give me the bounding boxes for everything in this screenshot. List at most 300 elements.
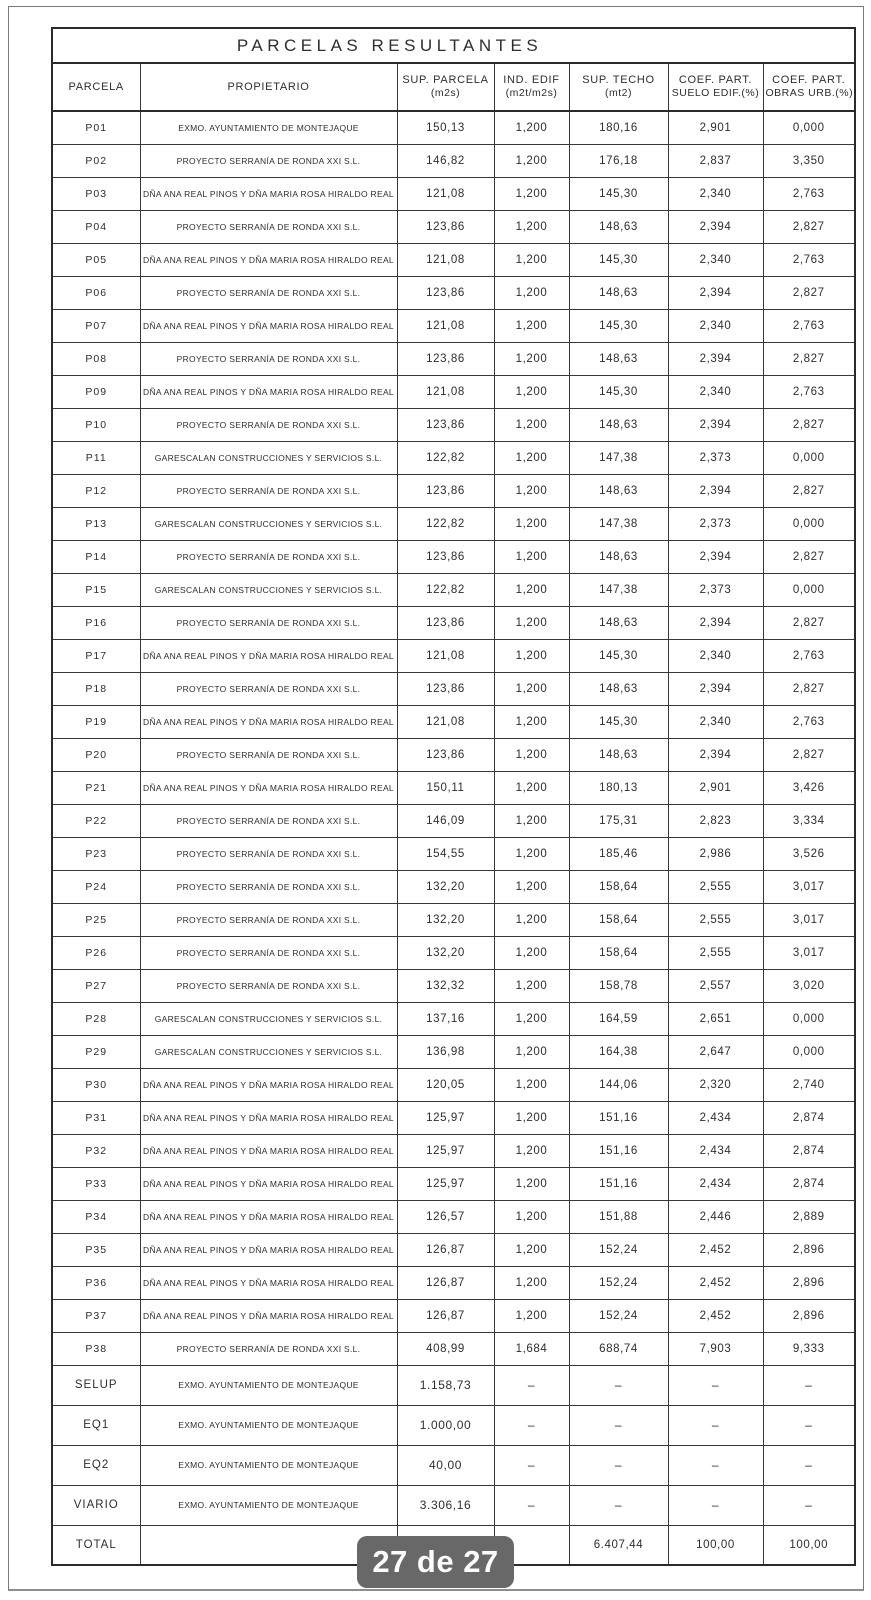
sup-techo-cell: 145,30 bbox=[569, 177, 668, 210]
sup-parcela-cell: 123,86 bbox=[397, 738, 494, 771]
coef-suelo-cell: 2,901 bbox=[668, 771, 763, 804]
sup-techo-cell: 148,63 bbox=[569, 672, 668, 705]
sup-techo-cell: 164,38 bbox=[569, 1035, 668, 1068]
sup-parcela-cell: 1.158,73 bbox=[397, 1365, 494, 1405]
ind-edif-cell: 1,200 bbox=[494, 936, 569, 969]
parcel-id-cell: P30 bbox=[52, 1068, 140, 1101]
parcel-id-cell: EQ2 bbox=[52, 1445, 140, 1485]
table-row bbox=[52, 507, 855, 540]
owner-cell: DÑA ANA REAL PINOS Y DÑA MARIA ROSA HIRALDO REAL bbox=[140, 1200, 397, 1233]
ind-edif-cell: 1,200 bbox=[494, 111, 569, 144]
coef-obras-cell: 3,426 bbox=[763, 771, 855, 804]
ind-edif-cell: 1,200 bbox=[494, 1167, 569, 1200]
coef-obras-cell: – bbox=[763, 1405, 855, 1445]
coef-suelo-cell: 2,394 bbox=[668, 342, 763, 375]
coef-suelo-cell: 7,903 bbox=[668, 1332, 763, 1365]
table-row bbox=[52, 705, 855, 738]
page-indicator-badge bbox=[357, 1536, 514, 1588]
parcel-id-cell: P11 bbox=[52, 441, 140, 474]
sup-techo-cell: 148,63 bbox=[569, 474, 668, 507]
owner-cell: DÑA ANA REAL PINOS Y DÑA MARIA ROSA HIRALDO REAL bbox=[140, 771, 397, 804]
table-row bbox=[52, 540, 855, 573]
sup-parcela-cell: 154,55 bbox=[397, 837, 494, 870]
owner-cell: DÑA ANA REAL PINOS Y DÑA MARIA ROSA HIRALDO REAL bbox=[140, 309, 397, 342]
table-row bbox=[52, 1485, 855, 1525]
sup-parcela-cell: 3.306,16 bbox=[397, 1485, 494, 1525]
sup-parcela-cell: 121,08 bbox=[397, 243, 494, 276]
ind-edif-cell: 1,200 bbox=[494, 342, 569, 375]
owner-cell: DÑA ANA REAL PINOS Y DÑA MARIA ROSA HIRALDO REAL bbox=[140, 243, 397, 276]
col-header-coef-suelo: COEF. PART. SUELO EDIF.(%) bbox=[668, 63, 763, 111]
sup-techo-cell: 688,74 bbox=[569, 1332, 668, 1365]
table-row bbox=[52, 375, 855, 408]
sup-parcela-cell: 408,99 bbox=[397, 1332, 494, 1365]
coef-obras-cell: 9,333 bbox=[763, 1332, 855, 1365]
coef-obras-cell: 3,334 bbox=[763, 804, 855, 837]
ind-edif-cell: 1,200 bbox=[494, 1134, 569, 1167]
sup-parcela-cell: 136,98 bbox=[397, 1035, 494, 1068]
owner-cell: PROYECTO SERRANÍA DE RONDA XXI S.L. bbox=[140, 342, 397, 375]
coef-suelo-cell: 2,373 bbox=[668, 441, 763, 474]
table-row bbox=[52, 1233, 855, 1266]
sup-techo-cell: 164,59 bbox=[569, 1002, 668, 1035]
sup-parcela-cell: 123,86 bbox=[397, 408, 494, 441]
sup-techo-cell: – bbox=[569, 1365, 668, 1405]
coef-obras-cell: 0,000 bbox=[763, 1035, 855, 1068]
sup-parcela-cell: 132,20 bbox=[397, 903, 494, 936]
parcel-id-cell: P29 bbox=[52, 1035, 140, 1068]
coef-obras-cell: 3,350 bbox=[763, 144, 855, 177]
owner-cell: GARESCALAN CONSTRUCCIONES Y SERVICIOS S.L. bbox=[140, 1035, 397, 1068]
coef-suelo-cell: 2,555 bbox=[668, 870, 763, 903]
coef-obras-cell: 3,017 bbox=[763, 903, 855, 936]
ind-edif-cell: 1,200 bbox=[494, 1002, 569, 1035]
coef-obras-cell: 3,526 bbox=[763, 837, 855, 870]
col-header-ind-edif: IND. EDIF (m2t/m2s) bbox=[494, 63, 569, 111]
owner-cell: DÑA ANA REAL PINOS Y DÑA MARIA ROSA HIRALDO REAL bbox=[140, 1101, 397, 1134]
col-header-coef-obras: COEF. PART. OBRAS URB.(%) bbox=[763, 63, 855, 111]
parcel-id-cell: P33 bbox=[52, 1167, 140, 1200]
table-row bbox=[52, 342, 855, 375]
ind-edif-cell: 1,200 bbox=[494, 738, 569, 771]
table-row bbox=[52, 606, 855, 639]
coef-suelo-cell: 2,373 bbox=[668, 573, 763, 606]
coef-suelo-cell: 2,394 bbox=[668, 408, 763, 441]
table-row bbox=[52, 1445, 855, 1485]
parcel-id-cell: P13 bbox=[52, 507, 140, 540]
coef-obras-cell: 2,896 bbox=[763, 1233, 855, 1266]
sup-parcela-cell: 122,82 bbox=[397, 507, 494, 540]
sup-parcela-cell: 123,86 bbox=[397, 342, 494, 375]
sup-parcela-cell: 123,86 bbox=[397, 672, 494, 705]
sup-techo-cell: 152,24 bbox=[569, 1299, 668, 1332]
sup-techo-cell: 148,63 bbox=[569, 408, 668, 441]
sup-techo-cell: – bbox=[569, 1445, 668, 1485]
table-row bbox=[52, 276, 855, 309]
parcel-id-cell: P36 bbox=[52, 1266, 140, 1299]
owner-cell: PROYECTO SERRANÍA DE RONDA XXI S.L. bbox=[140, 276, 397, 309]
parcel-id-cell: P04 bbox=[52, 210, 140, 243]
coef-obras-cell: 0,000 bbox=[763, 1002, 855, 1035]
table-row bbox=[52, 903, 855, 936]
table-row bbox=[52, 804, 855, 837]
coef-obras-cell: 100,00 bbox=[763, 1525, 855, 1565]
ind-edif-cell: 1,200 bbox=[494, 243, 569, 276]
owner-cell: DÑA ANA REAL PINOS Y DÑA MARIA ROSA HIRALDO REAL bbox=[140, 177, 397, 210]
coef-obras-cell: 2,763 bbox=[763, 309, 855, 342]
owner-cell: PROYECTO SERRANÍA DE RONDA XXI S.L. bbox=[140, 903, 397, 936]
owner-cell: EXMO. AYUNTAMIENTO DE MONTEJAQUE bbox=[140, 1485, 397, 1525]
table-row bbox=[52, 573, 855, 606]
coef-suelo-cell: 2,320 bbox=[668, 1068, 763, 1101]
sup-parcela-cell: 126,87 bbox=[397, 1299, 494, 1332]
coef-suelo-cell: 2,901 bbox=[668, 111, 763, 144]
table-row bbox=[52, 1200, 855, 1233]
coef-obras-cell: – bbox=[763, 1445, 855, 1485]
owner-cell: EXMO. AYUNTAMIENTO DE MONTEJAQUE bbox=[140, 111, 397, 144]
table-row bbox=[52, 639, 855, 672]
sup-techo-cell: 147,38 bbox=[569, 507, 668, 540]
coef-obras-cell: 2,827 bbox=[763, 342, 855, 375]
sup-techo-cell: 158,64 bbox=[569, 870, 668, 903]
table-row bbox=[52, 111, 855, 144]
coef-obras-cell: 2,827 bbox=[763, 408, 855, 441]
coef-suelo-cell: 2,446 bbox=[668, 1200, 763, 1233]
parcel-id-cell: P34 bbox=[52, 1200, 140, 1233]
parcel-id-cell: P38 bbox=[52, 1332, 140, 1365]
coef-suelo-cell: 2,394 bbox=[668, 738, 763, 771]
owner-cell: PROYECTO SERRANÍA DE RONDA XXI S.L. bbox=[140, 672, 397, 705]
coef-obras-cell: 0,000 bbox=[763, 441, 855, 474]
parcel-id-cell: P05 bbox=[52, 243, 140, 276]
table-row bbox=[52, 969, 855, 1002]
parcel-id-cell: P32 bbox=[52, 1134, 140, 1167]
coef-suelo-cell: 2,394 bbox=[668, 606, 763, 639]
owner-cell: PROYECTO SERRANÍA DE RONDA XXI S.L. bbox=[140, 837, 397, 870]
coef-suelo-cell: 2,394 bbox=[668, 540, 763, 573]
sup-parcela-cell: 121,08 bbox=[397, 639, 494, 672]
sup-parcela-cell: 125,97 bbox=[397, 1101, 494, 1134]
parcel-id-cell: P19 bbox=[52, 705, 140, 738]
col-header-propietario: PROPIETARIO bbox=[140, 63, 397, 111]
owner-cell: GARESCALAN CONSTRUCCIONES Y SERVICIOS S.L. bbox=[140, 441, 397, 474]
parcel-id-cell: P22 bbox=[52, 804, 140, 837]
parcel-id-cell: P08 bbox=[52, 342, 140, 375]
coef-suelo-cell: 2,452 bbox=[668, 1299, 763, 1332]
table-row bbox=[52, 1405, 855, 1445]
coef-obras-cell: 0,000 bbox=[763, 111, 855, 144]
owner-cell: EXMO. AYUNTAMIENTO DE MONTEJAQUE bbox=[140, 1445, 397, 1485]
parcel-id-cell: P35 bbox=[52, 1233, 140, 1266]
table-row bbox=[52, 1365, 855, 1405]
ind-edif-cell: 1,200 bbox=[494, 771, 569, 804]
coef-obras-cell: 2,763 bbox=[763, 705, 855, 738]
parcel-id-cell: P09 bbox=[52, 375, 140, 408]
sup-techo-cell: 158,78 bbox=[569, 969, 668, 1002]
ind-edif-cell: 1,200 bbox=[494, 1068, 569, 1101]
owner-cell: PROYECTO SERRANÍA DE RONDA XXI S.L. bbox=[140, 738, 397, 771]
sup-techo-cell: 176,18 bbox=[569, 144, 668, 177]
sup-parcela-cell: 126,57 bbox=[397, 1200, 494, 1233]
table-row bbox=[52, 738, 855, 771]
sup-techo-cell: – bbox=[569, 1405, 668, 1445]
owner-cell: DÑA ANA REAL PINOS Y DÑA MARIA ROSA HIRALDO REAL bbox=[140, 1167, 397, 1200]
sup-techo-cell: 185,46 bbox=[569, 837, 668, 870]
owner-cell: PROYECTO SERRANÍA DE RONDA XXI S.L. bbox=[140, 408, 397, 441]
owner-cell: PROYECTO SERRANÍA DE RONDA XXI S.L. bbox=[140, 474, 397, 507]
coef-suelo-cell: 2,837 bbox=[668, 144, 763, 177]
table-row bbox=[52, 771, 855, 804]
coef-suelo-cell: 2,340 bbox=[668, 639, 763, 672]
parcel-id-cell: P26 bbox=[52, 936, 140, 969]
owner-cell: DÑA ANA REAL PINOS Y DÑA MARIA ROSA HIRALDO REAL bbox=[140, 375, 397, 408]
ind-edif-cell: 1,200 bbox=[494, 1035, 569, 1068]
parcel-id-cell: VIARIO bbox=[52, 1485, 140, 1525]
sup-techo-cell: 145,30 bbox=[569, 639, 668, 672]
sup-parcela-cell: 1.000,00 bbox=[397, 1405, 494, 1445]
sup-techo-cell: 147,38 bbox=[569, 441, 668, 474]
page-indicator-text: 27 de 27 bbox=[372, 1544, 499, 1579]
coef-suelo-cell: 2,340 bbox=[668, 375, 763, 408]
ind-edif-cell: 1,200 bbox=[494, 969, 569, 1002]
sup-parcela-cell: 126,87 bbox=[397, 1266, 494, 1299]
coef-obras-cell: 2,763 bbox=[763, 375, 855, 408]
sup-techo-cell: 148,63 bbox=[569, 738, 668, 771]
coef-obras-cell: 2,874 bbox=[763, 1134, 855, 1167]
owner-cell: GARESCALAN CONSTRUCCIONES Y SERVICIOS S.L. bbox=[140, 573, 397, 606]
ind-edif-cell: 1,200 bbox=[494, 1299, 569, 1332]
ind-edif-cell: 1,200 bbox=[494, 672, 569, 705]
table-row bbox=[52, 474, 855, 507]
parcel-id-cell: P01 bbox=[52, 111, 140, 144]
table-row bbox=[52, 441, 855, 474]
sup-parcela-cell: 123,86 bbox=[397, 276, 494, 309]
coef-obras-cell: 2,827 bbox=[763, 210, 855, 243]
coef-suelo-cell: 2,651 bbox=[668, 1002, 763, 1035]
coef-obras-cell: 3,020 bbox=[763, 969, 855, 1002]
table-row bbox=[52, 837, 855, 870]
ind-edif-cell: – bbox=[494, 1365, 569, 1405]
coef-obras-cell: 3,017 bbox=[763, 870, 855, 903]
parcel-id-cell: P18 bbox=[52, 672, 140, 705]
ind-edif-cell: 1,200 bbox=[494, 144, 569, 177]
parcel-id-cell: EQ1 bbox=[52, 1405, 140, 1445]
coef-suelo-cell: 2,373 bbox=[668, 507, 763, 540]
sup-techo-cell: 158,64 bbox=[569, 903, 668, 936]
col-header-parcela: PARCELA bbox=[52, 63, 140, 111]
sup-techo-cell: 148,63 bbox=[569, 342, 668, 375]
table-row bbox=[52, 1167, 855, 1200]
coef-suelo-cell: 2,555 bbox=[668, 936, 763, 969]
coef-suelo-cell: 2,434 bbox=[668, 1134, 763, 1167]
ind-edif-cell: 1,200 bbox=[494, 804, 569, 837]
parcel-id-cell: P12 bbox=[52, 474, 140, 507]
coef-obras-cell: 2,827 bbox=[763, 474, 855, 507]
ind-edif-cell: – bbox=[494, 1485, 569, 1525]
table-row bbox=[52, 1299, 855, 1332]
ind-edif-cell: 1,200 bbox=[494, 1200, 569, 1233]
parcelas-resultantes-table bbox=[51, 27, 856, 1566]
parcel-id-cell: P07 bbox=[52, 309, 140, 342]
coef-suelo-cell: 2,452 bbox=[668, 1233, 763, 1266]
coef-obras-cell: 2,763 bbox=[763, 639, 855, 672]
parcel-id-cell: P15 bbox=[52, 573, 140, 606]
sup-techo-cell: 158,64 bbox=[569, 936, 668, 969]
sup-techo-cell: – bbox=[569, 1485, 668, 1525]
parcel-id-cell: P10 bbox=[52, 408, 140, 441]
coef-obras-cell: 3,017 bbox=[763, 936, 855, 969]
owner-cell: DÑA ANA REAL PINOS Y DÑA MARIA ROSA HIRALDO REAL bbox=[140, 1068, 397, 1101]
parcel-id-cell: P37 bbox=[52, 1299, 140, 1332]
coef-obras-cell: – bbox=[763, 1485, 855, 1525]
coef-suelo-cell: 2,434 bbox=[668, 1101, 763, 1134]
sup-parcela-cell: 123,86 bbox=[397, 210, 494, 243]
sup-techo-cell: 152,24 bbox=[569, 1233, 668, 1266]
parcel-id-cell: P24 bbox=[52, 870, 140, 903]
coef-suelo-cell: – bbox=[668, 1445, 763, 1485]
sup-techo-cell: 6.407,44 bbox=[569, 1525, 668, 1565]
owner-cell: EXMO. AYUNTAMIENTO DE MONTEJAQUE bbox=[140, 1405, 397, 1445]
sup-parcela-cell: 123,86 bbox=[397, 474, 494, 507]
owner-cell: PROYECTO SERRANÍA DE RONDA XXI S.L. bbox=[140, 969, 397, 1002]
col-header-sup-techo: SUP. TECHO (mt2) bbox=[569, 63, 668, 111]
table-row bbox=[52, 210, 855, 243]
sup-parcela-cell: 132,20 bbox=[397, 936, 494, 969]
coef-suelo-cell: 2,557 bbox=[668, 969, 763, 1002]
coef-suelo-cell: 2,340 bbox=[668, 243, 763, 276]
coef-suelo-cell: 2,647 bbox=[668, 1035, 763, 1068]
coef-obras-cell: 0,000 bbox=[763, 507, 855, 540]
ind-edif-cell: 1,200 bbox=[494, 540, 569, 573]
parcel-id-cell: P25 bbox=[52, 903, 140, 936]
sup-techo-cell: 151,16 bbox=[569, 1101, 668, 1134]
sup-techo-cell: 145,30 bbox=[569, 243, 668, 276]
ind-edif-cell: 1,200 bbox=[494, 606, 569, 639]
sup-parcela-cell: 121,08 bbox=[397, 309, 494, 342]
ind-edif-cell: 1,200 bbox=[494, 1233, 569, 1266]
coef-suelo-cell: – bbox=[668, 1365, 763, 1405]
table-row bbox=[52, 1068, 855, 1101]
table-row bbox=[52, 1101, 855, 1134]
sup-techo-cell: 151,88 bbox=[569, 1200, 668, 1233]
table-header-row bbox=[52, 63, 855, 111]
sup-parcela-cell: 120,05 bbox=[397, 1068, 494, 1101]
sup-parcela-cell: 122,82 bbox=[397, 573, 494, 606]
coef-obras-cell: 2,827 bbox=[763, 276, 855, 309]
coef-suelo-cell: 2,394 bbox=[668, 672, 763, 705]
table-row bbox=[52, 936, 855, 969]
sup-techo-cell: 145,30 bbox=[569, 375, 668, 408]
table-row bbox=[52, 177, 855, 210]
sup-parcela-cell: 125,97 bbox=[397, 1134, 494, 1167]
coef-suelo-cell: 2,434 bbox=[668, 1167, 763, 1200]
ind-edif-cell: 1,200 bbox=[494, 507, 569, 540]
sup-techo-cell: 148,63 bbox=[569, 540, 668, 573]
sup-parcela-cell: 150,11 bbox=[397, 771, 494, 804]
coef-obras-cell: 2,874 bbox=[763, 1101, 855, 1134]
table-title-row bbox=[52, 28, 855, 63]
coef-obras-cell: 2,896 bbox=[763, 1266, 855, 1299]
sup-parcela-cell: 132,20 bbox=[397, 870, 494, 903]
owner-cell: DÑA ANA REAL PINOS Y DÑA MARIA ROSA HIRALDO REAL bbox=[140, 705, 397, 738]
sup-techo-cell: 148,63 bbox=[569, 210, 668, 243]
ind-edif-cell: – bbox=[494, 1405, 569, 1445]
table-row bbox=[52, 1332, 855, 1365]
parcel-id-cell: P14 bbox=[52, 540, 140, 573]
coef-suelo-cell: 2,394 bbox=[668, 474, 763, 507]
parcel-id-cell: P31 bbox=[52, 1101, 140, 1134]
owner-cell: DÑA ANA REAL PINOS Y DÑA MARIA ROSA HIRALDO REAL bbox=[140, 1299, 397, 1332]
coef-suelo-cell: – bbox=[668, 1405, 763, 1445]
coef-obras-cell: 2,827 bbox=[763, 738, 855, 771]
sup-parcela-cell: 125,97 bbox=[397, 1167, 494, 1200]
coef-obras-cell: 2,827 bbox=[763, 606, 855, 639]
parcel-id-cell: P16 bbox=[52, 606, 140, 639]
sup-parcela-cell: 121,08 bbox=[397, 705, 494, 738]
table-row bbox=[52, 1002, 855, 1035]
sup-parcela-cell: 150,13 bbox=[397, 111, 494, 144]
ind-edif-cell: 1,200 bbox=[494, 705, 569, 738]
coef-suelo-cell: 2,340 bbox=[668, 309, 763, 342]
owner-cell: DÑA ANA REAL PINOS Y DÑA MARIA ROSA HIRALDO REAL bbox=[140, 1134, 397, 1167]
sup-parcela-cell: 123,86 bbox=[397, 606, 494, 639]
coef-suelo-cell: 2,394 bbox=[668, 210, 763, 243]
ind-edif-cell: 1,200 bbox=[494, 309, 569, 342]
table-row bbox=[52, 309, 855, 342]
table-title: PARCELAS RESULTANTES bbox=[52, 28, 855, 63]
owner-cell: PROYECTO SERRANÍA DE RONDA XXI S.L. bbox=[140, 936, 397, 969]
coef-suelo-cell: 2,394 bbox=[668, 276, 763, 309]
table-row bbox=[52, 144, 855, 177]
ind-edif-cell: 1,684 bbox=[494, 1332, 569, 1365]
owner-cell: DÑA ANA REAL PINOS Y DÑA MARIA ROSA HIRALDO REAL bbox=[140, 1233, 397, 1266]
coef-obras-cell: 2,763 bbox=[763, 243, 855, 276]
sup-parcela-cell: 121,08 bbox=[397, 177, 494, 210]
parcel-id-cell: P21 bbox=[52, 771, 140, 804]
coef-suelo-cell: 100,00 bbox=[668, 1525, 763, 1565]
parcel-id-cell: P23 bbox=[52, 837, 140, 870]
parcel-id-cell: P06 bbox=[52, 276, 140, 309]
sup-techo-cell: 145,30 bbox=[569, 705, 668, 738]
coef-suelo-cell: – bbox=[668, 1485, 763, 1525]
parcel-id-cell: P17 bbox=[52, 639, 140, 672]
ind-edif-cell: – bbox=[494, 1445, 569, 1485]
table-row bbox=[52, 1266, 855, 1299]
table-row bbox=[52, 408, 855, 441]
sup-techo-cell: 175,31 bbox=[569, 804, 668, 837]
table-row bbox=[52, 243, 855, 276]
table-row bbox=[52, 870, 855, 903]
sup-techo-cell: 180,16 bbox=[569, 111, 668, 144]
parcel-id-cell: P27 bbox=[52, 969, 140, 1002]
sup-parcela-cell: 137,16 bbox=[397, 1002, 494, 1035]
ind-edif-cell: 1,200 bbox=[494, 837, 569, 870]
coef-obras-cell: 2,874 bbox=[763, 1167, 855, 1200]
owner-cell: PROYECTO SERRANÍA DE RONDA XXI S.L. bbox=[140, 870, 397, 903]
coef-suelo-cell: 2,986 bbox=[668, 837, 763, 870]
sup-techo-cell: 151,16 bbox=[569, 1167, 668, 1200]
ind-edif-cell: 1,200 bbox=[494, 441, 569, 474]
owner-cell: EXMO. AYUNTAMIENTO DE MONTEJAQUE bbox=[140, 1365, 397, 1405]
sup-parcela-cell: 126,87 bbox=[397, 1233, 494, 1266]
parcel-id-cell: P03 bbox=[52, 177, 140, 210]
ind-edif-cell: 1,200 bbox=[494, 870, 569, 903]
sup-parcela-cell: 146,82 bbox=[397, 144, 494, 177]
sup-parcela-cell: 146,09 bbox=[397, 804, 494, 837]
owner-cell: GARESCALAN CONSTRUCCIONES Y SERVICIOS S.L. bbox=[140, 507, 397, 540]
sup-techo-cell: 145,30 bbox=[569, 309, 668, 342]
sup-techo-cell: 151,16 bbox=[569, 1134, 668, 1167]
